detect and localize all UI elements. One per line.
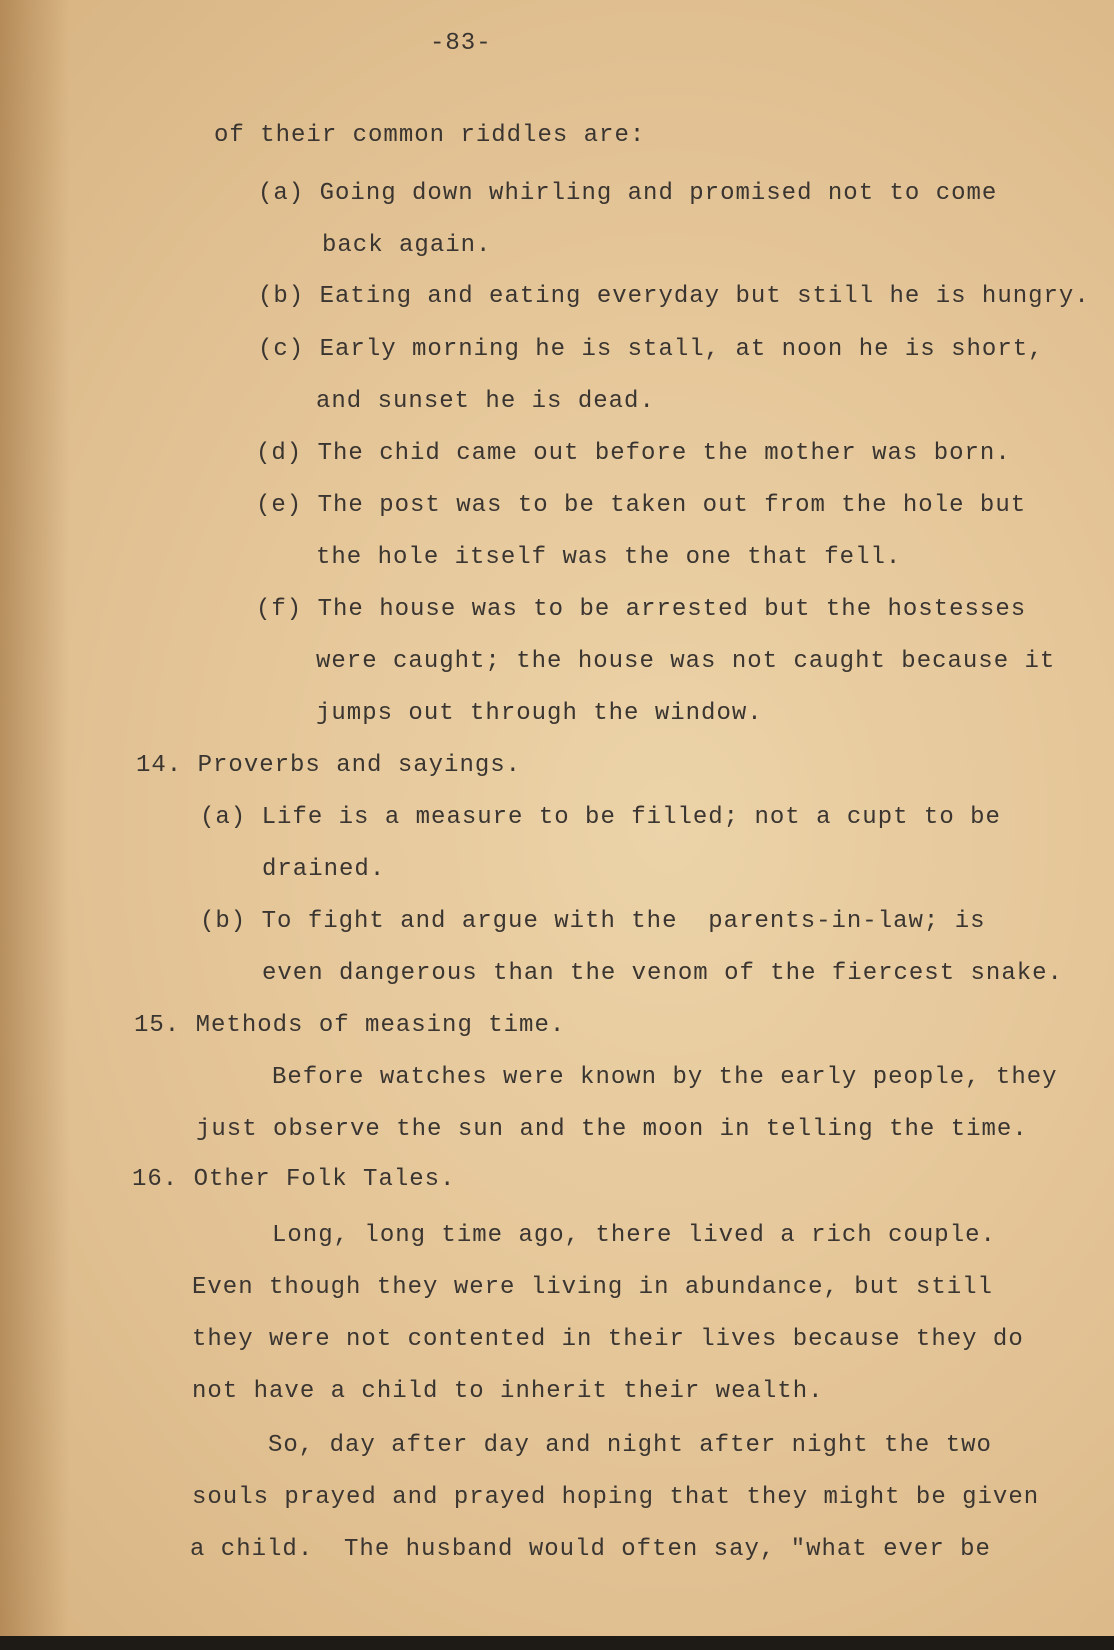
text-line: and sunset he is dead. [316,388,655,415]
text-line: they were not contented in their lives because they do [192,1326,1024,1353]
text-line: a child. The husband would often say, "what ever be [190,1536,991,1563]
text-line: Long, long time ago, there lived a rich couple. [272,1222,996,1249]
page-bottom-edge [0,1636,1114,1650]
text-line: not have a child to inherit their wealth. [192,1378,824,1405]
text-line: souls prayed and prayed hoping that they might be given [192,1484,1040,1511]
text-line: So, day after day and night after night the two [268,1432,992,1459]
text-line: (d) The chid came out before the mother was born. [256,440,1011,467]
text-line: (b) Eating and eating everyday but still he is hungry. [258,283,1090,310]
section-heading: 16. Other Folk Tales. [132,1166,456,1193]
text-line: were caught; the house was not caught because it [316,648,1056,675]
text-line: (b) To fight and argue with the parents-in-law; is [200,908,986,935]
text-line: (a) Life is a measure to be filled; not a cupt to be [200,804,1001,831]
text-line: Before watches were known by the early people, they [272,1064,1058,1091]
text-line: back again. [322,232,492,259]
text-line: Even though they were living in abundance, but still [192,1274,993,1301]
text-line: even dangerous than the venom of the fiercest snake. [262,960,1063,987]
page-number: -83- [430,30,492,57]
section-heading: 14. Proverbs and sayings. [136,752,522,779]
text-line: jumps out through the window. [316,700,763,727]
text-line: (a) Going down whirling and promised not to come [258,180,998,207]
text-line: just observe the sun and the moon in telling the time. [196,1116,1028,1143]
text-line: of their common riddles are: [214,122,646,149]
text-line: the hole itself was the one that fell. [316,544,902,571]
text-line: (e) The post was to be taken out from the hole but [256,492,1027,519]
text-line: (f) The house was to be arrested but the hostesses [256,596,1027,623]
section-heading: 15. Methods of measing time. [134,1012,566,1039]
text-line: (c) Early morning he is stall, at noon he is short, [258,336,1044,363]
text-line: drained. [262,856,386,883]
